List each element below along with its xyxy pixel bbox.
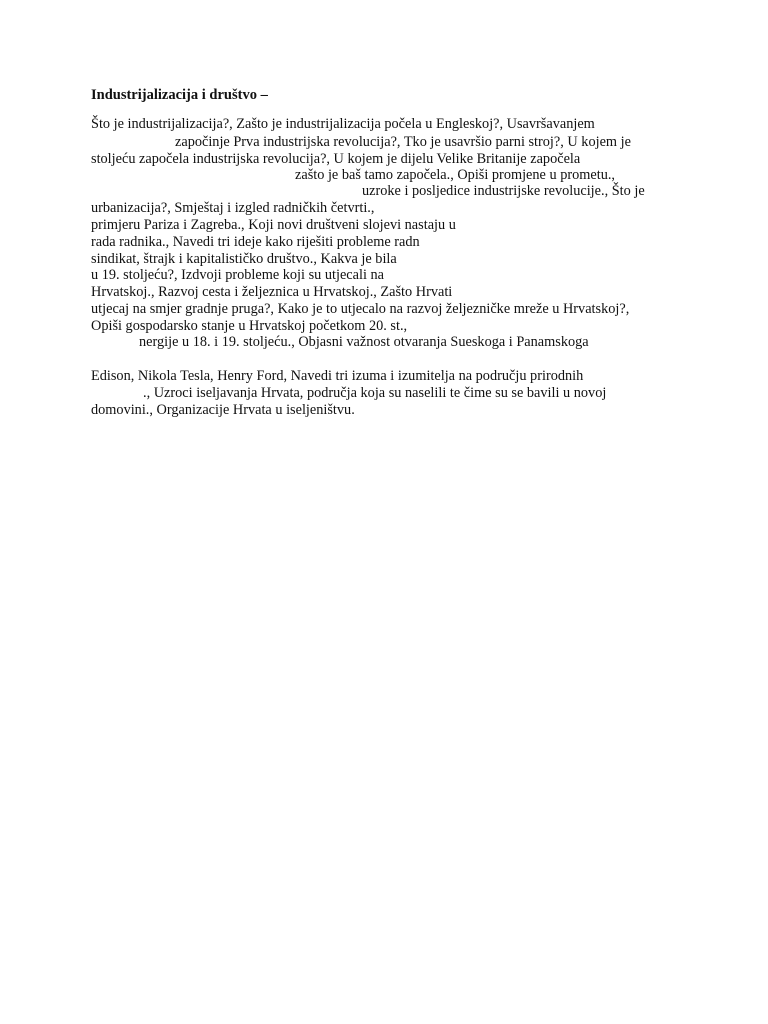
text-line: Opiši gospodarsko stanje u Hrvatskoj početkom 20. st., (91, 318, 408, 334)
text-line: primjeru Pariza i Zagreba., Koji novi društveni slojevi nastaju u (91, 217, 456, 233)
text-line: stoljeću započela industrijska revolucija?, U kojem je dijelu Velike Britanije započela (91, 151, 581, 167)
text-line: nergije u 18. i 19. stoljeću., Objasni važnost otvaranja Sueskoga i Panamskoga (139, 334, 589, 350)
text-line: zašto je baš tamo započela., Opiši promjene u prometu., (295, 167, 615, 183)
text-line: započinje Prva industrijska revolucija?, Tko je usavršio parni stroj?, U kojem je (175, 134, 631, 150)
text-line: ., Uzroci iseljavanja Hrvata, područja koja su naselili te čime su se bavili u novoj (143, 385, 607, 401)
text-line: utjecaj na smjer gradnje pruga?, Kako je to utjecalo na razvoj željezničke mreže u Hrvatskoj?, (91, 301, 630, 317)
text-line: Edison, Nikola Tesla, Henry Ford, Navedi tri izuma i izumitelja na području prirodnih (91, 368, 584, 384)
text-line: rada radnika., Navedi tri ideje kako riješiti probleme radn (91, 234, 420, 250)
text-line: urbanizacija?, Smještaj i izgled radničkih četvrti., (91, 200, 375, 216)
text-line: u 19. stoljeću?, Izdvoji probleme koji su utjecali na (91, 267, 385, 283)
text-line: uzroke i posljedice industrijske revolucije., Što je (362, 183, 645, 199)
text-line: Što je industrijalizacija?, Zašto je industrijalizacija počela u Engleskoj?, Usavršavanjem (91, 116, 595, 132)
text-line: sindikat, štrajk i kapitalističko društvo., Kakva je bila (91, 251, 397, 267)
text-line: domovini., Organizacije Hrvata u iseljeništvu. (91, 402, 355, 418)
text-line: Hrvatskoj., Razvoj cesta i željeznica u Hrvatskoj., Zašto Hrvati (91, 284, 453, 300)
document-title: Industrijalizacija i društvo – (91, 87, 268, 103)
